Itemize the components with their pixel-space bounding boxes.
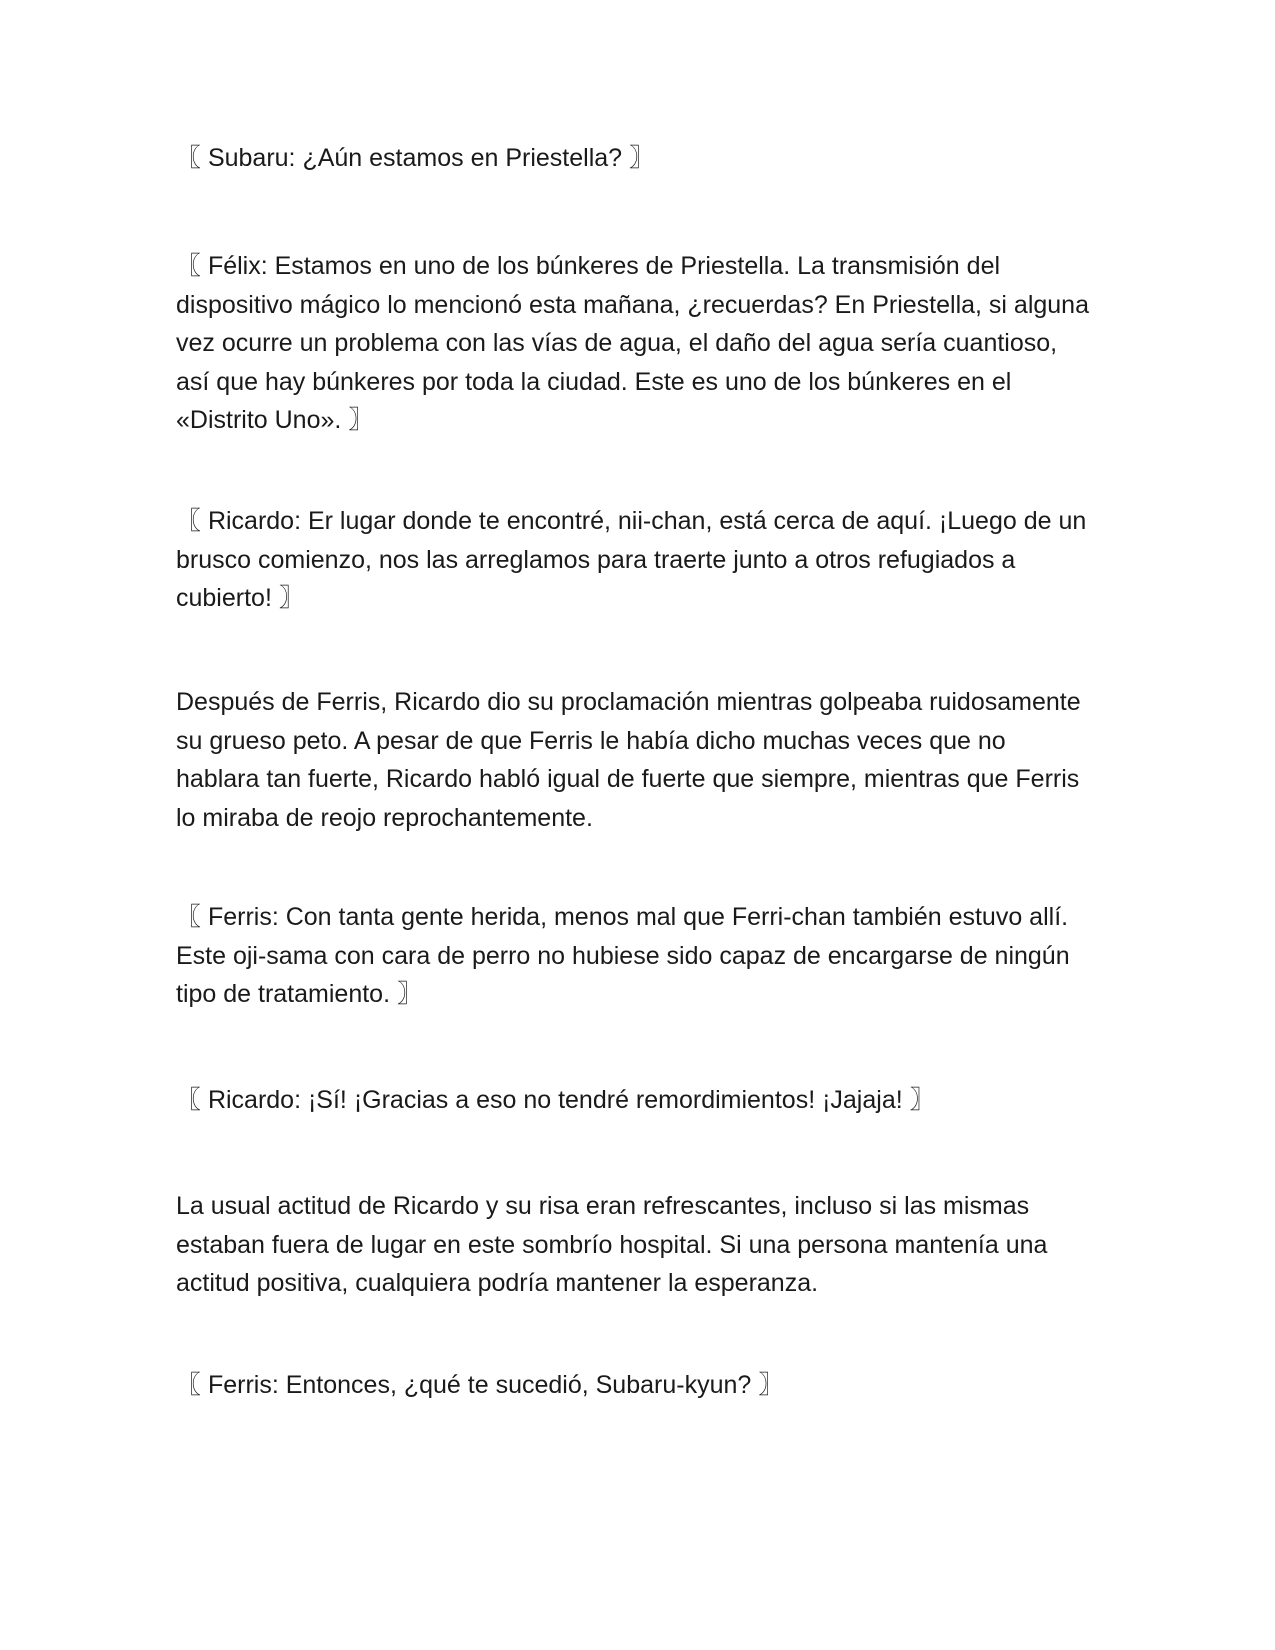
paragraph-narration-ricardo: Después de Ferris, Ricardo dio su proclamación mientras golpeaba ruidosamente su grueso peto. A pesar de que Ferris le había dicho muchas veces que no hablara tan fuerte, Ricardo habló igual de fuerte que siempre, mientras que Ferris lo miraba de reojo reprochantemente. <box>176 688 1088 832</box>
paragraph-ricardo-laugh: 〖 Ricardo: ¡Sí! ¡Gracias a eso no tendré remordimientos! ¡Jajaja! 〗 <box>176 1086 935 1114</box>
paragraph-ricardo-location: 〖 Ricardo: Er lugar donde te encontré, nii-chan, está cerca de aquí. ¡Luego de un brusco comienzo, nos las arreglamos para traerte junto a otros refugiados a cubierto! 〗 <box>176 507 1094 612</box>
paragraph-subaru-question: 〖 Subaru: ¿Aún estamos en Priestella? 〗 <box>176 144 655 172</box>
paragraph-ferris-question: 〖 Ferris: Entonces, ¿qué te sucedió, Subaru-kyun? 〗 <box>176 1371 784 1399</box>
paragraph-ferris-treatment: 〖 Ferris: Con tanta gente herida, menos mal que Ferri-chan también estuvo allí. Este oji-sama con cara de perro no hubiese sido capaz de encargarse de ningún tipo de tratamiento. 〗 <box>176 903 1077 1008</box>
paragraph-felix-bunker: 〖 Félix: Estamos en uno de los búnkeres de Priestella. La transmisión del dispositivo mágico lo mencionó esta mañana, ¿recuerdas? En Priestella, si alguna vez ocurre un problema con las vías de agua, el daño del agua sería cuantioso, así que hay búnkeres por toda la ciudad. Este es uno de los búnkeres en el «Distrito Uno». 〗 <box>176 252 1096 434</box>
paragraph-narration-attitude: La usual actitud de Ricardo y su risa eran refrescantes, incluso si las mismas estaban fuera de lugar en este sombrío hospital. Si una persona mantenía una actitud positiva, cualquiera podría mantener la esperanza. <box>176 1192 1055 1297</box>
